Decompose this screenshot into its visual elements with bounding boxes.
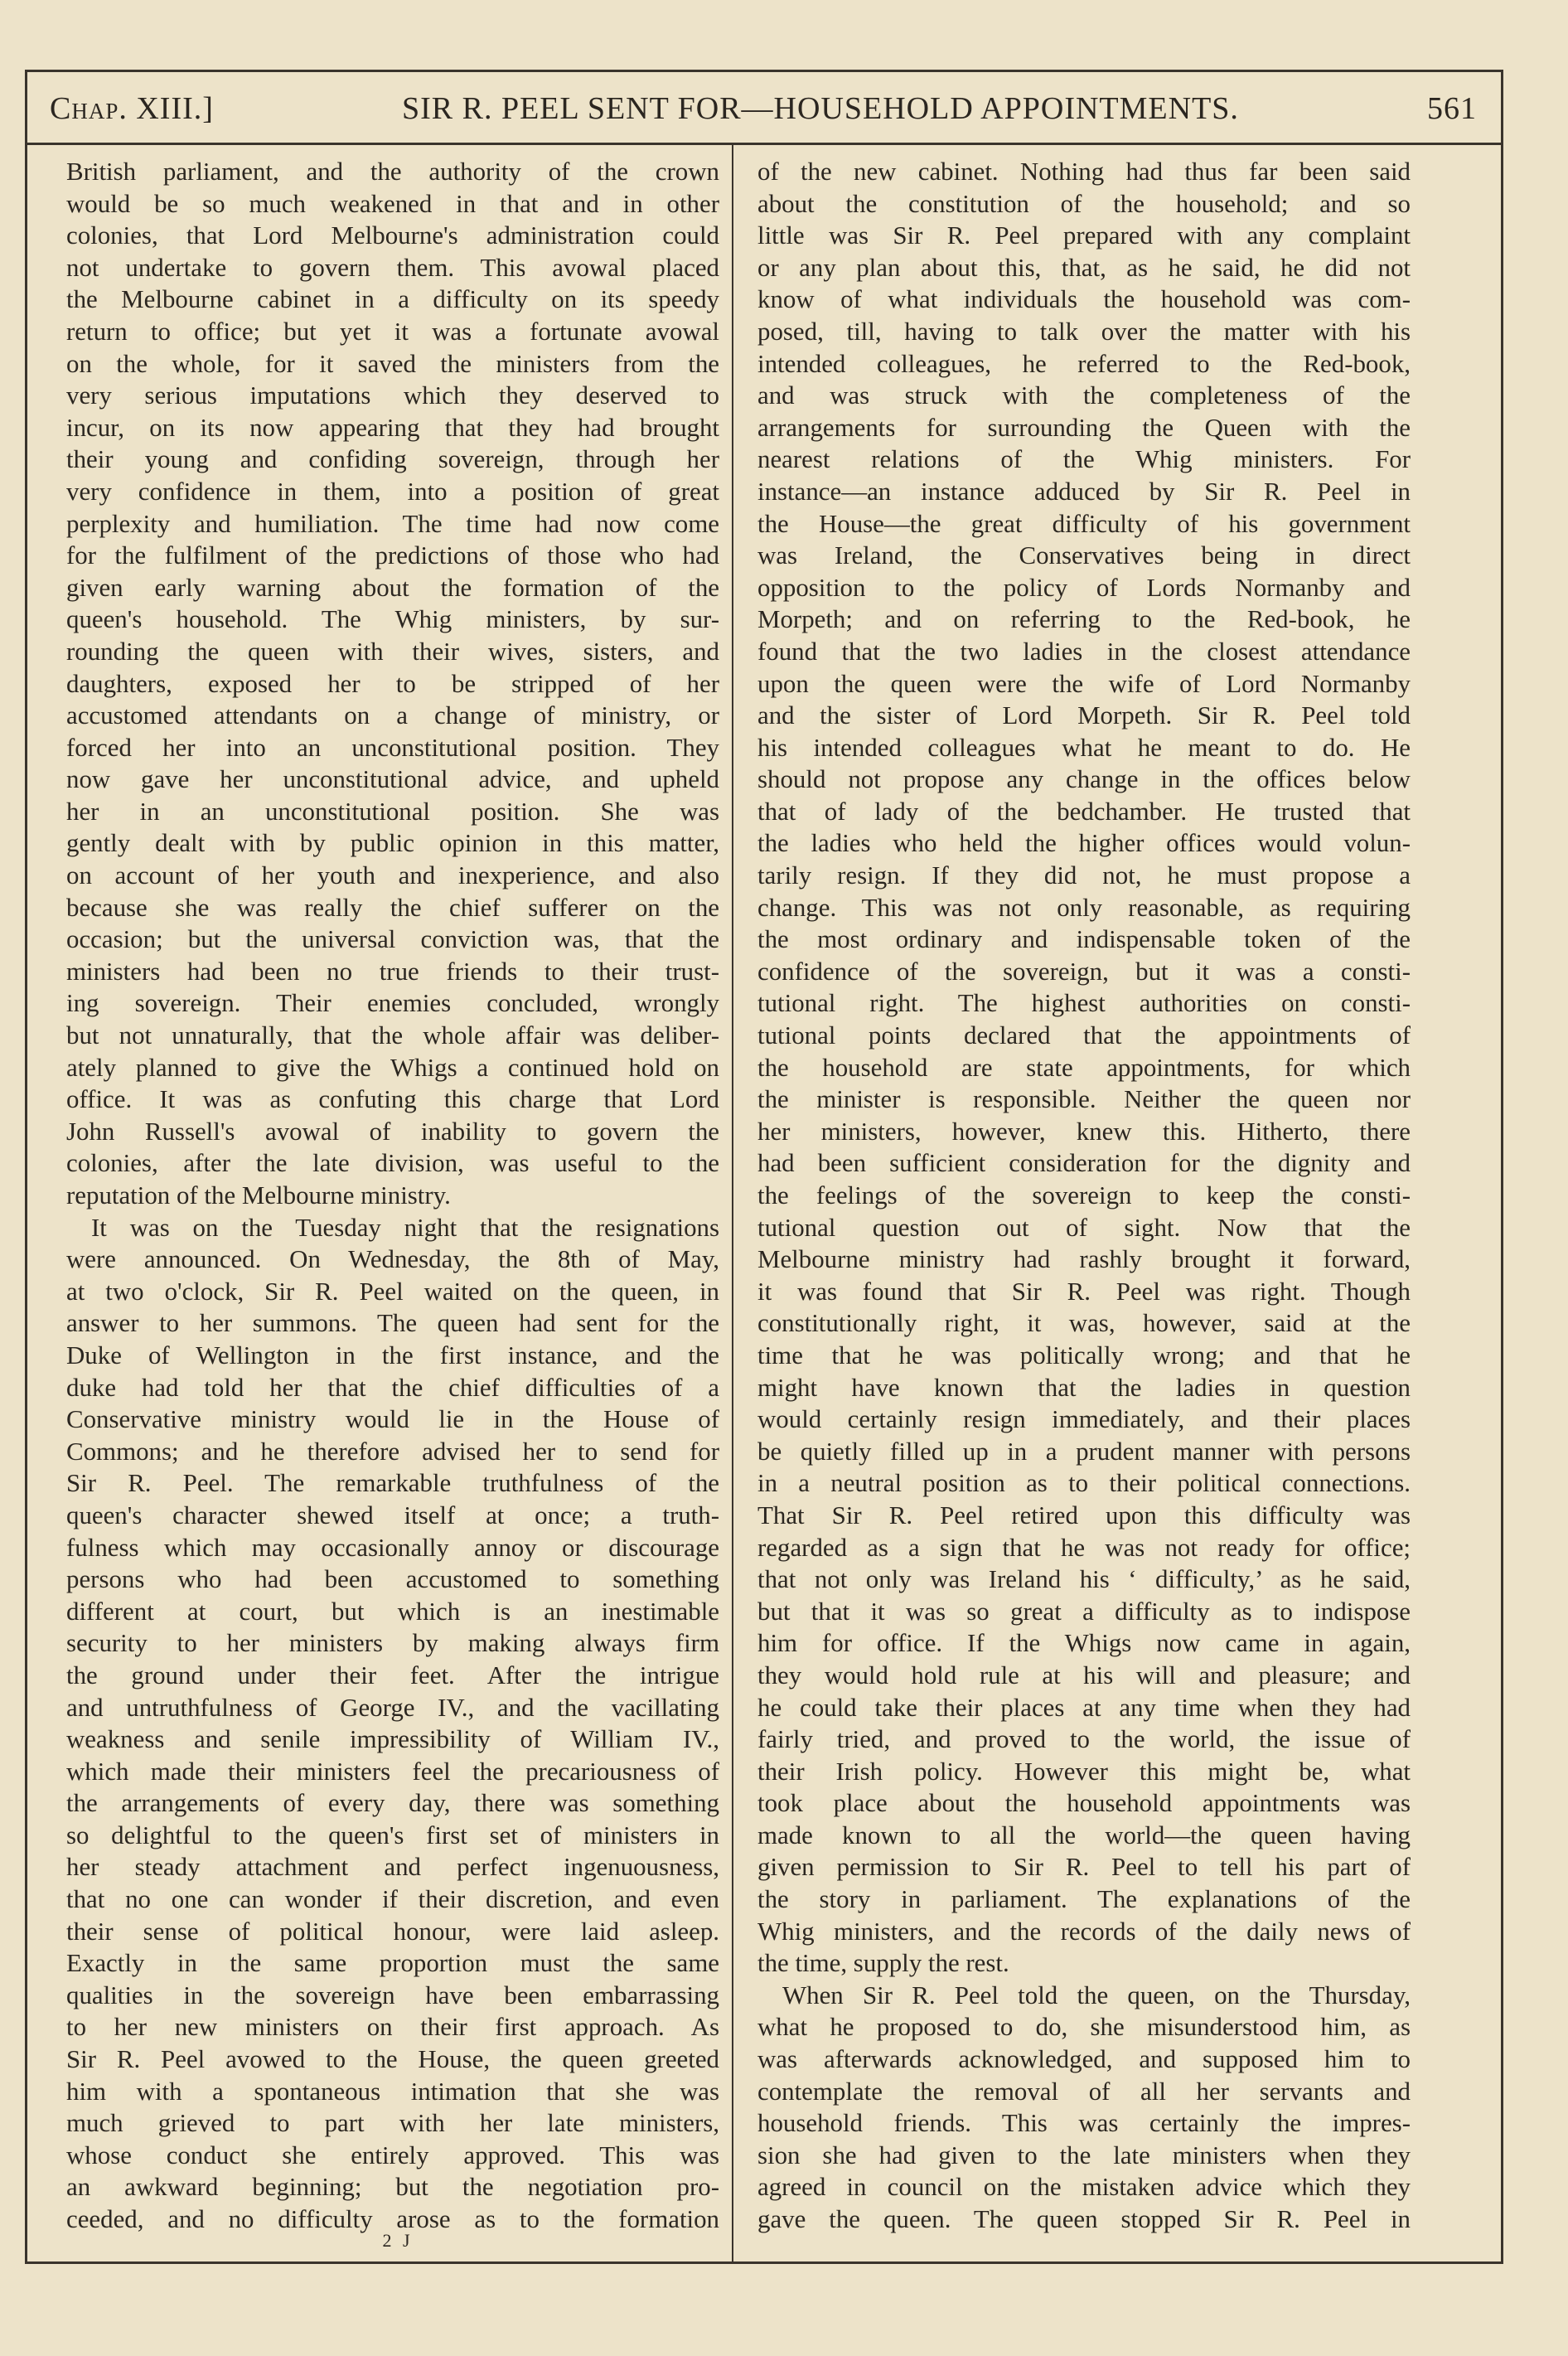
text-line: he could take their places at any time when they had bbox=[757, 1692, 1411, 1722]
text-line: on account of her youth and inexperience, and also bbox=[66, 860, 719, 890]
text-line: Sir R. Peel avowed to the House, the queen greeted bbox=[66, 2044, 719, 2074]
text-line: the ground under their feet. After the intrigue bbox=[66, 1660, 719, 1689]
text-line: tutional question out of sight. Now that the bbox=[757, 1212, 1411, 1242]
text-line: know of what individuals the household was com- bbox=[757, 284, 1411, 314]
text-line: ceeded, and no difficulty arose as to the formation bbox=[66, 2204, 719, 2233]
text-line: Melbourne ministry had rashly brought it forward, bbox=[757, 1244, 1411, 1274]
text-line: occasion; but the universal conviction was, that the bbox=[66, 924, 719, 954]
text-line: the Melbourne cabinet in a difficulty on its speedy bbox=[66, 284, 719, 314]
text-line: sion she had given to the late ministers when they bbox=[757, 2140, 1411, 2169]
text-line: him for office. If the Whigs now came in again, bbox=[757, 1628, 1411, 1658]
text-line: would certainly resign immediately, and their places bbox=[757, 1404, 1411, 1434]
chapter-label: Chap. XIII.] bbox=[50, 91, 214, 126]
text-line: Whig ministers, and the records of the daily news of bbox=[757, 1916, 1411, 1946]
text-line: had been sufficient consideration for the dignity and bbox=[757, 1148, 1411, 1178]
text-line: the most ordinary and indispensable token of the bbox=[757, 924, 1411, 954]
text-line: British parliament, and the authority of the crown bbox=[66, 157, 719, 186]
text-line: and was struck with the completeness of the bbox=[757, 381, 1411, 410]
text-line: John Russell's avowal of inability to govern the bbox=[66, 1116, 719, 1146]
text-line: much grieved to part with her late ministers, bbox=[66, 2108, 719, 2138]
text-line: might have known that the ladies in question bbox=[757, 1372, 1411, 1402]
text-line: at two o'clock, Sir R. Peel waited on the queen, in bbox=[66, 1276, 719, 1306]
text-line: Morpeth; and on referring to the Red-book, he bbox=[757, 604, 1411, 634]
text-line: but not unnaturally, that the whole affair was deliber- bbox=[66, 1020, 719, 1050]
text-line: her steady attachment and perfect ingenuousness, bbox=[66, 1852, 719, 1882]
text-line: upon the queen were the wife of Lord Normanby bbox=[757, 668, 1411, 698]
text-line: contemplate the removal of all her servants and bbox=[757, 2076, 1411, 2106]
text-line: very serious imputations which they deserved to bbox=[66, 381, 719, 410]
text-line: and the sister of Lord Morpeth. Sir R. Peel told bbox=[757, 700, 1411, 730]
text-line: tarily resign. If they did not, he must propose a bbox=[757, 860, 1411, 890]
text-line: their sense of political honour, were laid asleep. bbox=[66, 1916, 719, 1946]
text-line: Duke of Wellington in the first instance, and the bbox=[66, 1340, 719, 1369]
text-line: constitutionally right, it was, however, said at the bbox=[757, 1308, 1411, 1338]
text-line: accustomed attendants on a change of ministry, or bbox=[66, 700, 719, 730]
text-line: made known to all the world—the queen having bbox=[757, 1820, 1411, 1849]
text-line: and untruthfulness of George IV., and the vacillating bbox=[66, 1692, 719, 1722]
running-title: SIR R. PEEL SENT FOR—HOUSEHOLD APPOINTMENTS. bbox=[401, 91, 1239, 126]
text-line: was afterwards acknowledged, and supposed him to bbox=[757, 2044, 1411, 2074]
text-line: regarded as a sign that he was not ready for office; bbox=[757, 1532, 1411, 1562]
text-line: ing sovereign. Their enemies concluded, wrongly bbox=[66, 988, 719, 1018]
text-line: answer to her summons. The queen had sent for the bbox=[66, 1308, 719, 1338]
text-line: office. It was as confuting this charge that Lord bbox=[66, 1084, 719, 1114]
text-line: her in an unconstitutional position. She was bbox=[66, 796, 719, 826]
text-line: it was found that Sir R. Peel was right. Though bbox=[757, 1276, 1411, 1306]
text-line: return to office; but yet it was a fortunate avowal bbox=[66, 316, 719, 346]
header-rule bbox=[25, 143, 1503, 145]
text-line: incur, on its now appearing that they had brought bbox=[66, 412, 719, 442]
text-line: fulness which may occasionally annoy or discourage bbox=[66, 1532, 719, 1562]
text-line: opposition to the policy of Lords Normanby and bbox=[757, 572, 1411, 602]
text-line: colonies, after the late division, was useful to the bbox=[66, 1148, 719, 1178]
top-border-rule bbox=[25, 70, 1503, 72]
text-line: instance—an instance adduced by Sir R. Peel in bbox=[757, 476, 1411, 506]
text-line: Conservative ministry would lie in the House of bbox=[66, 1404, 719, 1434]
text-line: of the new cabinet. Nothing had thus far been said bbox=[757, 157, 1411, 186]
text-line: not undertake to govern them. This avowal placed bbox=[66, 252, 719, 282]
text-line: different at court, but which is an inestimable bbox=[66, 1596, 719, 1626]
text-line: what he proposed to do, she misunderstood him, as bbox=[757, 2012, 1411, 2042]
text-line: to her new ministers on their first approach. As bbox=[66, 2012, 719, 2042]
text-line: so delightful to the queen's first set of ministers in bbox=[66, 1820, 719, 1849]
text-line: the ladies who held the higher offices would volun- bbox=[757, 828, 1411, 858]
text-line: gently dealt with by public opinion in this matter, bbox=[66, 828, 719, 858]
text-line: but that it was so great a difficulty as to indispose bbox=[757, 1596, 1411, 1626]
text-line: change. This was not only reasonable, as requiring bbox=[757, 892, 1411, 922]
text-line: the story in parliament. The explanations of the bbox=[757, 1884, 1411, 1914]
text-line: gave the queen. The queen stopped Sir R. Peel in bbox=[757, 2204, 1411, 2233]
text-line: should not propose any change in the offices below bbox=[757, 764, 1411, 794]
text-line: was Ireland, the Conservatives being in direct bbox=[757, 541, 1411, 570]
text-line: Commons; and he therefore advised her to send for bbox=[66, 1436, 719, 1466]
text-line: arrangements for surrounding the Queen with the bbox=[757, 412, 1411, 442]
signature-mark: 2 J bbox=[382, 2230, 414, 2251]
text-line: Exactly in the same proportion must the same bbox=[66, 1948, 719, 1978]
text-line: their Irish policy. However this might be, what bbox=[757, 1756, 1411, 1786]
page-number: 561 bbox=[1427, 91, 1477, 126]
text-line: colonies, that Lord Melbourne's administration could bbox=[66, 221, 719, 250]
text-line: reputation of the Melbourne ministry. bbox=[66, 1180, 451, 1210]
text-line: be quietly filled up in a prudent manner with persons bbox=[757, 1436, 1411, 1466]
text-line: agreed in council on the mistaken advice which they bbox=[757, 2172, 1411, 2202]
text-line: intended colleagues, he referred to the Red-book, bbox=[757, 348, 1411, 378]
text-line: in a neutral position as to their political connections. bbox=[757, 1468, 1411, 1498]
text-line: now gave her unconstitutional advice, and upheld bbox=[66, 764, 719, 794]
text-line: daughters, exposed her to be stripped of her bbox=[66, 668, 719, 698]
text-line: that no one can wonder if their discretion, and even bbox=[66, 1884, 719, 1914]
text-line: which made their ministers feel the precariousness of bbox=[66, 1756, 719, 1786]
text-line: nearest relations of the Whig ministers. For bbox=[757, 444, 1411, 474]
text-line: posed, till, having to talk over the matter with his bbox=[757, 316, 1411, 346]
text-line: whose conduct she entirely approved. This was bbox=[66, 2140, 719, 2169]
text-line: her ministers, however, knew this. Hitherto, there bbox=[757, 1116, 1411, 1146]
text-line: or any plan about this, that, as he said, he did not bbox=[757, 252, 1411, 282]
text-line: took place about the household appointments was bbox=[757, 1788, 1411, 1818]
text-line: found that the two ladies in the closest attendance bbox=[757, 636, 1411, 666]
text-line: persons who had been accustomed to something bbox=[66, 1564, 719, 1594]
text-line: confidence of the sovereign, but it was a consti- bbox=[757, 956, 1411, 986]
text-line: his intended colleagues what he meant to do. He bbox=[757, 732, 1411, 762]
running-header bbox=[50, 83, 1477, 134]
text-line: on the whole, for it saved the ministers from the bbox=[66, 348, 719, 378]
text-line: were announced. On Wednesday, the 8th of May, bbox=[66, 1244, 719, 1274]
bottom-border-rule bbox=[25, 2261, 1503, 2264]
text-line: little was Sir R. Peel prepared with any complaint bbox=[757, 221, 1411, 250]
text-line: tutional right. The highest authorities on consti- bbox=[757, 988, 1411, 1018]
text-line: given permission to Sir R. Peel to tell his part of bbox=[757, 1852, 1411, 1882]
text-line: their young and confiding sovereign, through her bbox=[66, 444, 719, 474]
text-line: that of lady of the bedchamber. He trusted that bbox=[757, 796, 1411, 826]
text-line: the time, supply the rest. bbox=[757, 1948, 1009, 1978]
text-line: fairly tried, and proved to the world, the issue of bbox=[757, 1724, 1411, 1754]
text-line: given early warning about the formation of the bbox=[66, 572, 719, 602]
text-line: the arrangements of every day, there was something bbox=[66, 1788, 719, 1818]
text-line: the feelings of the sovereign to keep the consti- bbox=[757, 1180, 1411, 1210]
text-line: household friends. This was certainly the impres- bbox=[757, 2108, 1411, 2138]
text-line: perplexity and humiliation. The time had now come bbox=[66, 508, 719, 538]
text-line: forced her into an unconstitutional position. They bbox=[66, 732, 719, 762]
text-line: the minister is responsible. Neither the queen nor bbox=[757, 1084, 1411, 1114]
text-line: Sir R. Peel. The remarkable truthfulness of the bbox=[66, 1468, 719, 1498]
text-line: that not only was Ireland his ‘ difficulty,’ as he said, bbox=[757, 1564, 1411, 1594]
text-line: they would hold rule at his will and pleasure; and bbox=[757, 1660, 1411, 1689]
left-border-rule bbox=[25, 70, 27, 2264]
text-line: queen's character shewed itself at once; a truth- bbox=[66, 1500, 719, 1529]
right-border-rule bbox=[1501, 70, 1503, 2264]
text-line: ministers had been no true friends to their trust- bbox=[66, 956, 719, 986]
text-line: the House—the great difficulty of his government bbox=[757, 508, 1411, 538]
text-line: When Sir R. Peel told the queen, on the Thursday, bbox=[782, 1980, 1411, 2009]
text-line: very confidence in them, into a position of great bbox=[66, 476, 719, 506]
text-line: security to her ministers by making always firm bbox=[66, 1628, 719, 1658]
text-line: him with a spontaneous intimation that she was bbox=[66, 2076, 719, 2106]
text-line: qualities in the sovereign have been embarrassing bbox=[66, 1980, 719, 2009]
text-line: the household are state appointments, for which bbox=[757, 1052, 1411, 1082]
text-line: queen's household. The Whig ministers, by sur- bbox=[66, 604, 719, 634]
text-line: That Sir R. Peel retired upon this difficulty was bbox=[757, 1500, 1411, 1529]
text-line: because she was really the chief sufferer on the bbox=[66, 892, 719, 922]
left-text-column bbox=[66, 156, 719, 2236]
right-text-column bbox=[757, 156, 1411, 2236]
text-line: an awkward beginning; but the negotiation pro- bbox=[66, 2172, 719, 2202]
column-divider bbox=[732, 145, 733, 2261]
text-line: for the fulfilment of the predictions of those who had bbox=[66, 541, 719, 570]
text-line: ately planned to give the Whigs a continued hold on bbox=[66, 1052, 719, 1082]
text-line: tutional points declared that the appointments of bbox=[757, 1020, 1411, 1050]
text-line: time that he was politically wrong; and that he bbox=[757, 1340, 1411, 1369]
text-line: duke had told her that the chief difficulties of a bbox=[66, 1372, 719, 1402]
text-line: rounding the queen with their wives, sisters, and bbox=[66, 636, 719, 666]
text-line: weakness and senile impressibility of William IV., bbox=[66, 1724, 719, 1754]
text-line: would be so much weakened in that and in other bbox=[66, 188, 719, 218]
text-line: It was on the Tuesday night that the resignations bbox=[91, 1212, 719, 1242]
text-line: about the constitution of the household; and so bbox=[757, 188, 1411, 218]
